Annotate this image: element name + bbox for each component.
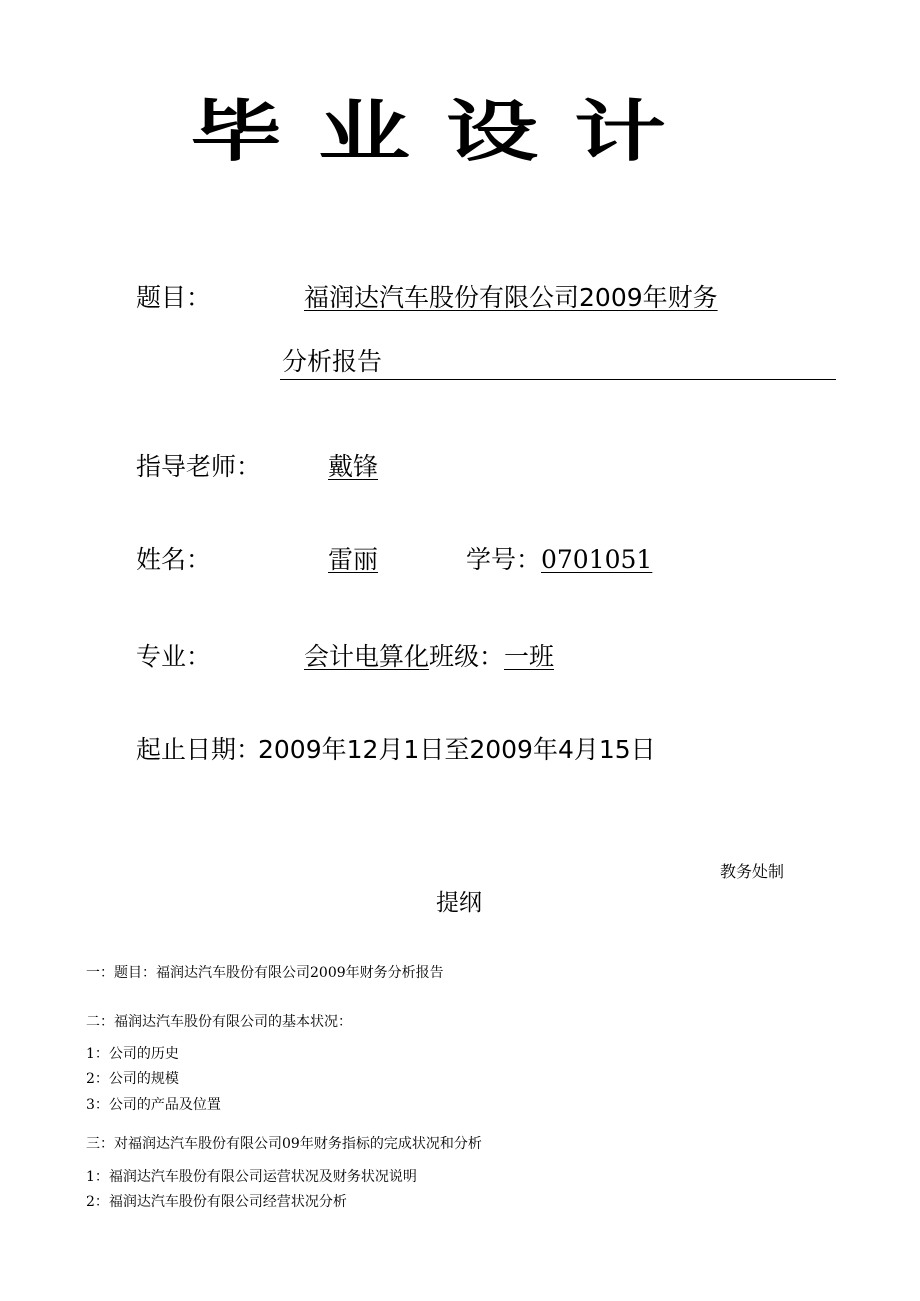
outline-item: 1：公司的历史: [86, 1046, 179, 1062]
major-value: 会计电算化: [304, 642, 430, 671]
outline-item: 2：福润达汽车股份有限公司经营状况分析: [86, 1194, 347, 1210]
topic-label: 题目：: [136, 283, 212, 312]
class-value: 一班: [504, 642, 555, 671]
document-title: 毕业设计: [190, 92, 703, 171]
name-label: 姓名：: [136, 545, 212, 574]
outline-item: 3：公司的产品及位置: [86, 1097, 221, 1113]
student-id-label: 学号：: [466, 545, 542, 574]
outline-item: 2：公司的规模: [86, 1071, 179, 1087]
dates-value: 2009年12月1日至2009年4月15日: [258, 735, 656, 764]
issuer-note: 教务处制: [720, 862, 785, 881]
outline-item: 三：对福润达汽车股份有限公司09年财务指标的完成状况和分析: [86, 1136, 482, 1152]
outline-item: 1：福润达汽车股份有限公司运营状况及财务状况说明: [86, 1169, 417, 1185]
advisor-value: 戴锋: [328, 452, 379, 481]
topic-value-line2: 分析报告: [282, 347, 383, 376]
outline-item: 一：题目：福润达汽车股份有限公司2009年财务分析报告: [86, 965, 444, 981]
outline-item: 二：福润达汽车股份有限公司的基本状况：: [86, 1014, 352, 1030]
outline-title: 提纲: [436, 890, 482, 916]
name-value: 雷丽: [328, 545, 379, 574]
topic-value-line1: 福润达汽车股份有限公司2009年财务: [304, 283, 718, 312]
student-id-value: 0701051: [541, 545, 653, 574]
topic-underline: [280, 379, 836, 380]
major-label: 专业：: [136, 642, 212, 671]
class-label: 班级：: [429, 642, 505, 671]
dates-label: 起止日期：: [136, 735, 262, 764]
advisor-label: 指导老师：: [136, 452, 262, 481]
